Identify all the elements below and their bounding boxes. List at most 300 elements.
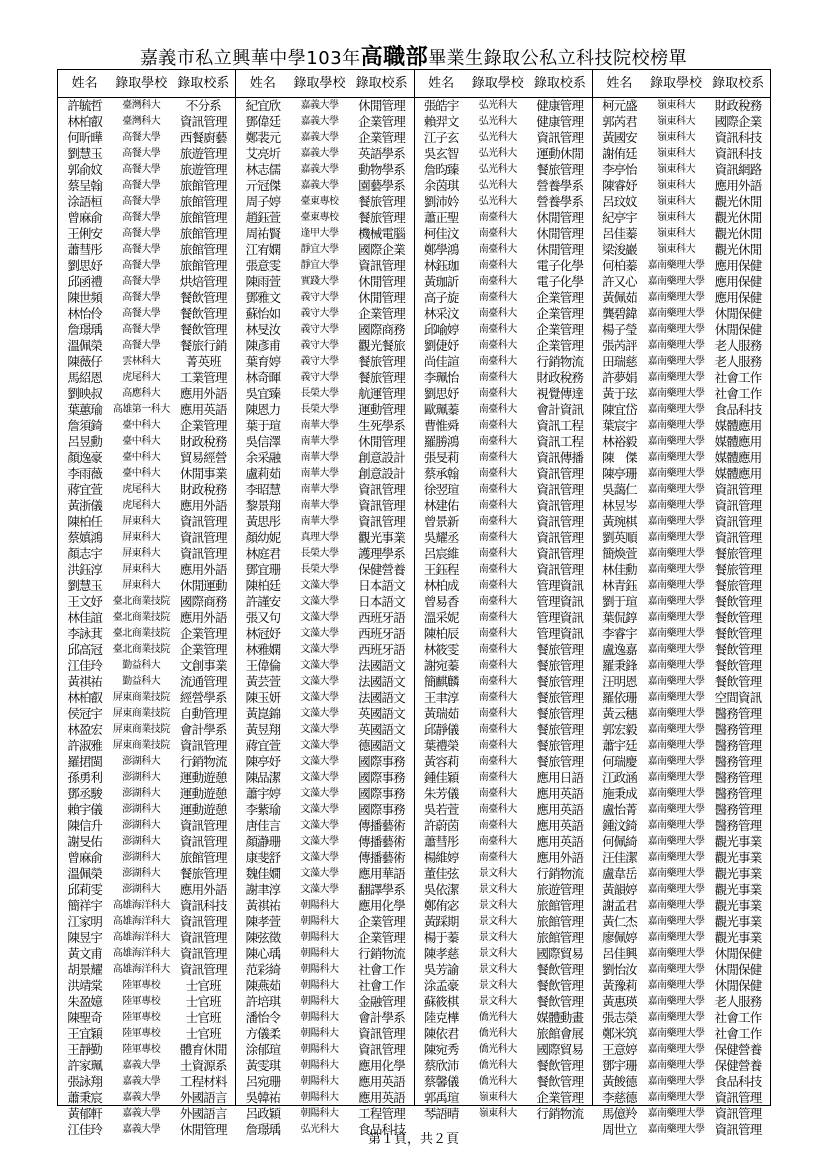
- department-cell: 資訊網路: [714, 162, 762, 177]
- name-cell: 鄧雅文: [245, 290, 281, 305]
- department-cell: 餐旅管理: [536, 706, 584, 721]
- school-cell: 澎湖科大: [122, 756, 161, 767]
- school-cell: 南華大學: [300, 420, 339, 431]
- school-cell: 文藻大學: [300, 644, 339, 655]
- school-cell: 嘉南藥理大學: [647, 340, 705, 351]
- department-cell: 餐旅管理: [536, 642, 584, 657]
- school-cell: 靜宜大學: [300, 260, 339, 271]
- name-cell: 林裕毅: [602, 434, 637, 449]
- name-cell: 范彩綺: [245, 962, 281, 977]
- department-cell: 機械電腦: [358, 226, 405, 241]
- name-cell: 陳弦徵: [245, 930, 281, 945]
- table-row: [593, 194, 770, 210]
- table-row: [593, 722, 770, 738]
- table-row: [415, 690, 592, 706]
- school-cell: 嶺東科大: [657, 116, 696, 127]
- department-cell: 餐飲管理: [714, 674, 762, 689]
- school-cell: 南臺科大: [478, 708, 517, 719]
- table-row: [58, 434, 235, 450]
- table-row: [415, 402, 592, 418]
- header-school-cell: 錄取學校: [115, 76, 168, 91]
- department-cell: 資訊管理: [536, 482, 584, 497]
- table-row: [58, 754, 235, 770]
- table-row: [593, 754, 770, 770]
- table-row: [593, 738, 770, 754]
- department-cell: 財政稅務: [536, 370, 584, 385]
- department-cell: 資訊管理: [536, 498, 584, 513]
- school-cell: 景文科大: [478, 900, 517, 911]
- name-cell: 葉于瑄: [245, 418, 281, 433]
- department-cell: 健康管理: [536, 114, 584, 129]
- name-cell: 謝聿淳: [245, 882, 281, 897]
- school-cell: 嘉南藥理大學: [647, 580, 705, 591]
- table-row: [236, 322, 413, 338]
- school-cell: 南臺科大: [478, 660, 517, 671]
- school-cell: 南華大學: [300, 436, 339, 447]
- table-row: [593, 450, 770, 466]
- school-cell: 朝陽科大: [300, 1060, 339, 1071]
- school-cell: 文藻大學: [300, 580, 339, 591]
- name-cell: 許淑雅: [67, 738, 102, 753]
- name-cell: 侯冠宇: [67, 706, 102, 721]
- name-cell: 林柏成: [423, 578, 459, 593]
- table-row: [593, 370, 770, 386]
- department-cell: 貿易經營: [179, 450, 227, 465]
- department-cell: 日本語文: [358, 578, 405, 593]
- department-cell: 應用英語: [358, 1074, 405, 1089]
- table-row: [236, 226, 413, 242]
- school-cell: 澎湖科大: [122, 788, 161, 799]
- table-row: [415, 530, 592, 546]
- name-cell: 鄭侑宓: [423, 898, 459, 913]
- name-cell: 王靜勤: [67, 1042, 102, 1057]
- table-row: [593, 770, 770, 786]
- department-cell: 企業管理: [536, 322, 584, 337]
- school-cell: 弘光科大: [478, 132, 517, 143]
- name-cell: 陳亭珊: [602, 466, 637, 481]
- name-cell: 陳睿妤: [602, 178, 637, 193]
- department-cell: 傳播藝術: [358, 850, 405, 865]
- name-cell: 馬億羚: [602, 1106, 637, 1121]
- table-row: [236, 882, 413, 898]
- table-row: [415, 194, 592, 210]
- school-cell: 真理大學: [300, 532, 339, 543]
- school-cell: 南臺科大: [478, 804, 517, 815]
- school-cell: 長榮大學: [300, 548, 339, 559]
- school-cell: 高餐大學: [122, 292, 161, 303]
- school-cell: 嘉南藥理大學: [647, 820, 705, 831]
- name-cell: 蔡馨儀: [423, 1074, 459, 1089]
- department-cell: 德國語文: [358, 738, 405, 753]
- table-row: [236, 178, 413, 194]
- table-row: [415, 210, 592, 226]
- title-prefix: 嘉義市私立興華中學103年: [139, 48, 361, 69]
- department-cell: 觀光餐旅: [358, 338, 405, 353]
- school-cell: 南臺科大: [478, 676, 517, 687]
- table-row: [58, 482, 235, 498]
- school-cell: 嶺東科大: [478, 1092, 517, 1103]
- table-row: [58, 610, 235, 626]
- school-cell: 嘉南藥理大學: [647, 596, 705, 607]
- department-cell: 財政稅務: [714, 98, 762, 113]
- school-cell: 文藻大學: [300, 724, 339, 735]
- table-row: [58, 226, 235, 242]
- table-row: [593, 482, 770, 498]
- table-row: [236, 850, 413, 866]
- department-cell: 資訊管理: [536, 546, 584, 561]
- title-emphasis: 高職部: [360, 45, 429, 70]
- school-cell: 澎湖科大: [122, 836, 161, 847]
- school-cell: 南華大學: [300, 516, 339, 527]
- school-cell: 南臺科大: [478, 420, 517, 431]
- name-cell: 周祐賢: [245, 226, 281, 241]
- name-cell: 蘇筱棋: [423, 994, 459, 1009]
- department-cell: 資訊工程: [536, 434, 584, 449]
- table-row: [236, 690, 413, 706]
- table-row: [593, 162, 770, 178]
- table-row: [236, 962, 413, 978]
- table-row: [58, 114, 235, 130]
- school-cell: 嘉南藥理大學: [647, 1060, 705, 1071]
- table-row: [58, 978, 235, 994]
- table-row: [593, 178, 770, 194]
- school-cell: 朝陽科大: [300, 1108, 339, 1119]
- table-row: [236, 514, 413, 530]
- department-cell: 餐旅管理: [179, 866, 227, 881]
- department-cell: 餐旅管理: [536, 674, 584, 689]
- table-row: [415, 674, 592, 690]
- name-cell: 吳若萱: [423, 802, 459, 817]
- name-cell: 林佳勳: [602, 562, 637, 577]
- department-cell: 資訊管理: [536, 530, 584, 545]
- table-row: [236, 578, 413, 594]
- school-cell: 嘉南藥理大學: [647, 436, 705, 447]
- department-cell: 應用外語: [536, 850, 584, 865]
- name-cell: 羅依珊: [602, 690, 637, 705]
- school-cell: 屏東科大: [122, 532, 161, 543]
- school-cell: 南臺科大: [478, 788, 517, 799]
- department-cell: 動物學系: [358, 162, 405, 177]
- table-row: [236, 386, 413, 402]
- school-cell: 文藻大學: [300, 756, 339, 767]
- department-cell: 資訊管理: [714, 1090, 762, 1105]
- name-cell: 黃于玹: [602, 386, 637, 401]
- table-row: [415, 498, 592, 514]
- name-cell: 林筱雯: [423, 642, 459, 657]
- department-cell: 餐飲管理: [714, 610, 762, 625]
- department-cell: 應用外語: [179, 498, 227, 513]
- school-cell: 嘉南藥理大學: [647, 772, 705, 783]
- department-cell: 傳播藝術: [358, 834, 405, 849]
- table-row: [58, 866, 235, 882]
- name-cell: 胡景耀: [67, 962, 102, 977]
- name-cell: 李珮怡: [423, 370, 459, 385]
- table-row: [415, 322, 592, 338]
- school-cell: 弘光科大: [478, 164, 517, 175]
- name-cell: 黃瑞茹: [423, 706, 459, 721]
- department-cell: 資訊管理: [358, 1026, 405, 1041]
- school-cell: 嘉義大學: [122, 1060, 161, 1071]
- department-cell: 觀光休閒: [714, 242, 762, 257]
- table-row: [593, 226, 770, 242]
- name-cell: 邱高冠: [67, 642, 102, 657]
- name-cell: 陳昱宇: [67, 930, 102, 945]
- department-cell: 英國語文: [358, 706, 405, 721]
- name-cell: 黃琬棋: [602, 514, 637, 529]
- school-cell: 長榮大學: [300, 388, 339, 399]
- school-cell: 嘉南藥理大學: [647, 468, 705, 479]
- department-cell: 烘焙管理: [179, 274, 227, 289]
- department-cell: 資訊科技: [714, 130, 762, 145]
- school-cell: 嘉南藥理大學: [647, 1108, 705, 1119]
- department-cell: 資訊管理: [536, 514, 584, 529]
- name-cell: 林庭君: [245, 546, 281, 561]
- table-row: [415, 306, 592, 322]
- school-cell: 嶺東科大: [657, 212, 696, 223]
- department-cell: 運動休閒: [536, 146, 584, 161]
- department-cell: 管理資訊: [536, 594, 584, 609]
- school-cell: 嘉南藥理大學: [647, 404, 705, 415]
- department-cell: 觀光事業: [714, 898, 762, 913]
- name-cell: 鄧宇珊: [602, 1058, 637, 1073]
- department-cell: 英國語文: [358, 722, 405, 737]
- school-cell: 屏東科大: [122, 548, 161, 559]
- school-cell: 南臺科大: [478, 516, 517, 527]
- name-cell: 謝孟君: [602, 898, 637, 913]
- department-cell: 企業管理: [536, 1090, 584, 1105]
- school-cell: 南臺科大: [478, 468, 517, 479]
- table-row: [236, 626, 413, 642]
- name-cell: 艾亮圻: [245, 146, 281, 161]
- name-cell: 鄧宜珊: [245, 562, 281, 577]
- school-cell: 景文科大: [478, 948, 517, 959]
- name-cell: 何昕曄: [67, 130, 102, 145]
- name-cell: 張志榮: [602, 1010, 637, 1025]
- name-cell: 陳柏廷: [245, 578, 281, 593]
- department-cell: 企業管理: [179, 642, 227, 657]
- table-row: [593, 1042, 770, 1058]
- department-cell: 餐旅行銷: [179, 338, 227, 353]
- department-cell: 旅遊管理: [536, 882, 584, 897]
- name-cell: 施秉成: [602, 786, 637, 801]
- school-cell: 南華大學: [300, 452, 339, 463]
- department-cell: 企業管理: [358, 130, 405, 145]
- school-cell: 嘉南藥理大學: [647, 692, 705, 703]
- table-row: [236, 898, 413, 914]
- department-cell: 健康管理: [536, 98, 584, 113]
- table-row: [415, 1074, 592, 1090]
- table-row: [236, 130, 413, 146]
- school-cell: 嘉義大學: [122, 1076, 161, 1087]
- table-row: [593, 594, 770, 610]
- department-cell: 自動管理: [179, 706, 227, 721]
- department-cell: 應用英語: [536, 818, 584, 833]
- name-cell: 陳信升: [67, 818, 102, 833]
- name-cell: 呂佳蓁: [602, 226, 637, 241]
- department-cell: 運動遊憩: [179, 786, 227, 801]
- school-cell: 嘉義大學: [122, 1092, 161, 1103]
- school-cell: 南臺科大: [478, 644, 517, 655]
- name-cell: 葉禮榮: [423, 738, 459, 753]
- school-cell: 嘉南藥理大學: [647, 836, 705, 847]
- table-row: [236, 546, 413, 562]
- name-cell: 魏佳嫺: [245, 866, 281, 881]
- department-cell: 休閒管理: [179, 1122, 227, 1137]
- school-cell: 文藻大學: [300, 836, 339, 847]
- name-cell: 涂郁瑄: [245, 1042, 281, 1057]
- name-cell: 龔碧鍏: [602, 306, 637, 321]
- table-row: [58, 418, 235, 434]
- name-cell: 張意雯: [245, 258, 281, 273]
- department-cell: 企業管理: [179, 418, 227, 433]
- table-row: [415, 146, 592, 162]
- table-row: [593, 978, 770, 994]
- school-cell: 嶺東科大: [657, 132, 696, 143]
- table-row: [593, 898, 770, 914]
- department-cell: 文創事業: [179, 658, 227, 673]
- department-cell: 英語學系: [358, 146, 405, 161]
- name-cell: 蔡呈翰: [67, 178, 102, 193]
- school-cell: 嘉南藥理大學: [647, 260, 705, 271]
- department-cell: 應用化學: [358, 1058, 405, 1073]
- department-cell: 國際事務: [358, 786, 405, 801]
- name-cell: 盧怡菁: [602, 802, 637, 817]
- name-cell: 黃容莉: [423, 754, 459, 769]
- name-cell: 周子婷: [245, 194, 281, 209]
- table-row: [236, 290, 413, 306]
- table-row: [58, 402, 235, 418]
- name-cell: 蔣宜萱: [67, 482, 102, 497]
- school-cell: 嘉南藥理大學: [647, 708, 705, 719]
- school-cell: 勤益科大: [122, 676, 161, 687]
- table-row: [236, 450, 413, 466]
- school-cell: 高雄第一科大: [112, 404, 170, 415]
- table-row: [58, 354, 235, 370]
- name-cell: 羅勝鴻: [423, 434, 459, 449]
- department-cell: 國際企業: [358, 242, 405, 257]
- name-cell: 林奇暉: [245, 370, 281, 385]
- name-cell: 馬紹恩: [67, 370, 102, 385]
- school-cell: 嘉南藥理大學: [647, 564, 705, 575]
- department-cell: 觀光事業: [358, 530, 405, 545]
- school-cell: 雲林科大: [122, 356, 161, 367]
- table-header: [58, 70, 235, 98]
- name-cell: 羅捃閩: [67, 754, 102, 769]
- school-cell: 弘光科大: [478, 100, 517, 111]
- department-cell: 餐旅管理: [536, 162, 584, 177]
- table-row: [236, 498, 413, 514]
- department-cell: 會計學系: [358, 1010, 405, 1025]
- department-cell: 食品科技: [714, 1074, 762, 1089]
- school-cell: 陸軍專校: [122, 1012, 161, 1023]
- table-row: [593, 962, 770, 978]
- name-cell: 王文妤: [67, 594, 102, 609]
- department-cell: 資訊管理: [179, 834, 227, 849]
- table-column-block: [415, 70, 593, 1121]
- table-row: [236, 1090, 413, 1106]
- table-row: [593, 274, 770, 290]
- school-cell: 義守大學: [300, 356, 339, 367]
- school-cell: 澎湖科大: [122, 804, 161, 815]
- school-cell: 南臺科大: [478, 356, 517, 367]
- name-cell: 周世立: [602, 1122, 637, 1137]
- school-cell: 南臺科大: [478, 500, 517, 511]
- department-cell: 餐旅管理: [536, 690, 584, 705]
- school-cell: 文藻大學: [300, 628, 339, 639]
- school-cell: 臺東專校: [300, 212, 339, 223]
- table-row: [593, 322, 770, 338]
- school-cell: 文藻大學: [300, 884, 339, 895]
- table-row: [236, 802, 413, 818]
- name-cell: 溫佩榮: [67, 338, 102, 353]
- department-cell: 資訊管理: [714, 530, 762, 545]
- table-row: [415, 898, 592, 914]
- table-row: [593, 674, 770, 690]
- header-department-cell: 錄取校系: [177, 76, 230, 91]
- table-row: [415, 1010, 592, 1026]
- name-cell: 謝宛蓁: [423, 658, 459, 673]
- school-cell: 嘉義大學: [300, 100, 339, 111]
- department-cell: 法國語文: [358, 658, 405, 673]
- name-cell: 朱盈嬑: [67, 994, 102, 1009]
- name-cell: 許毓哲: [67, 98, 102, 113]
- department-cell: 醫務管理: [714, 738, 762, 753]
- department-cell: 餐旅管理: [358, 354, 405, 369]
- name-cell: 琴語晴: [423, 1106, 459, 1121]
- school-cell: 南華大學: [300, 484, 339, 495]
- school-cell: 嘉南藥理大學: [647, 612, 705, 623]
- name-cell: 洪鈺淳: [67, 562, 102, 577]
- school-cell: 高餐大學: [122, 212, 161, 223]
- department-cell: 資訊管理: [536, 562, 584, 577]
- school-cell: 朝陽科大: [300, 1012, 339, 1023]
- school-cell: 嘉南藥理大學: [647, 324, 705, 335]
- department-cell: 餐旅管理: [358, 370, 405, 385]
- school-cell: 嘉南藥理大學: [647, 724, 705, 735]
- department-cell: 管理資訊: [536, 578, 584, 593]
- name-cell: 劉沛妗: [423, 194, 459, 209]
- name-cell: 林柏叡: [67, 690, 102, 705]
- header-name-cell: 姓名: [71, 76, 98, 91]
- name-cell: 葉蕙瑜: [67, 402, 102, 417]
- school-cell: 高餐大學: [122, 180, 161, 191]
- table-row: [58, 770, 235, 786]
- school-cell: 高雄海洋科大: [112, 900, 170, 911]
- table-row: [58, 1106, 235, 1122]
- school-cell: 義守大學: [300, 292, 339, 303]
- department-cell: 旅館管理: [179, 210, 227, 225]
- name-cell: 鍾汶錡: [602, 818, 637, 833]
- name-cell: 黃仁杰: [602, 914, 637, 929]
- name-cell: 顏逸豪: [67, 450, 102, 465]
- department-cell: 資訊管理: [358, 258, 405, 273]
- department-cell: 休閒管理: [358, 434, 405, 449]
- department-cell: 行銷物流: [536, 1106, 584, 1121]
- department-cell: 餐飲管理: [714, 642, 762, 657]
- name-cell: 鄭米筑: [602, 1026, 637, 1041]
- name-cell: 王意婷: [602, 1042, 637, 1057]
- name-cell: 呂昱勳: [67, 434, 102, 449]
- name-cell: 江家明: [67, 914, 102, 929]
- name-cell: 李睿宇: [602, 626, 637, 641]
- name-cell: 陳柏任: [67, 514, 102, 529]
- name-cell: 柯元盛: [602, 98, 637, 113]
- school-cell: 南臺科大: [478, 276, 517, 287]
- table-row: [415, 834, 592, 850]
- department-cell: 工程管理: [358, 1106, 405, 1121]
- name-cell: 邱靜儀: [423, 722, 459, 737]
- table-row: [58, 386, 235, 402]
